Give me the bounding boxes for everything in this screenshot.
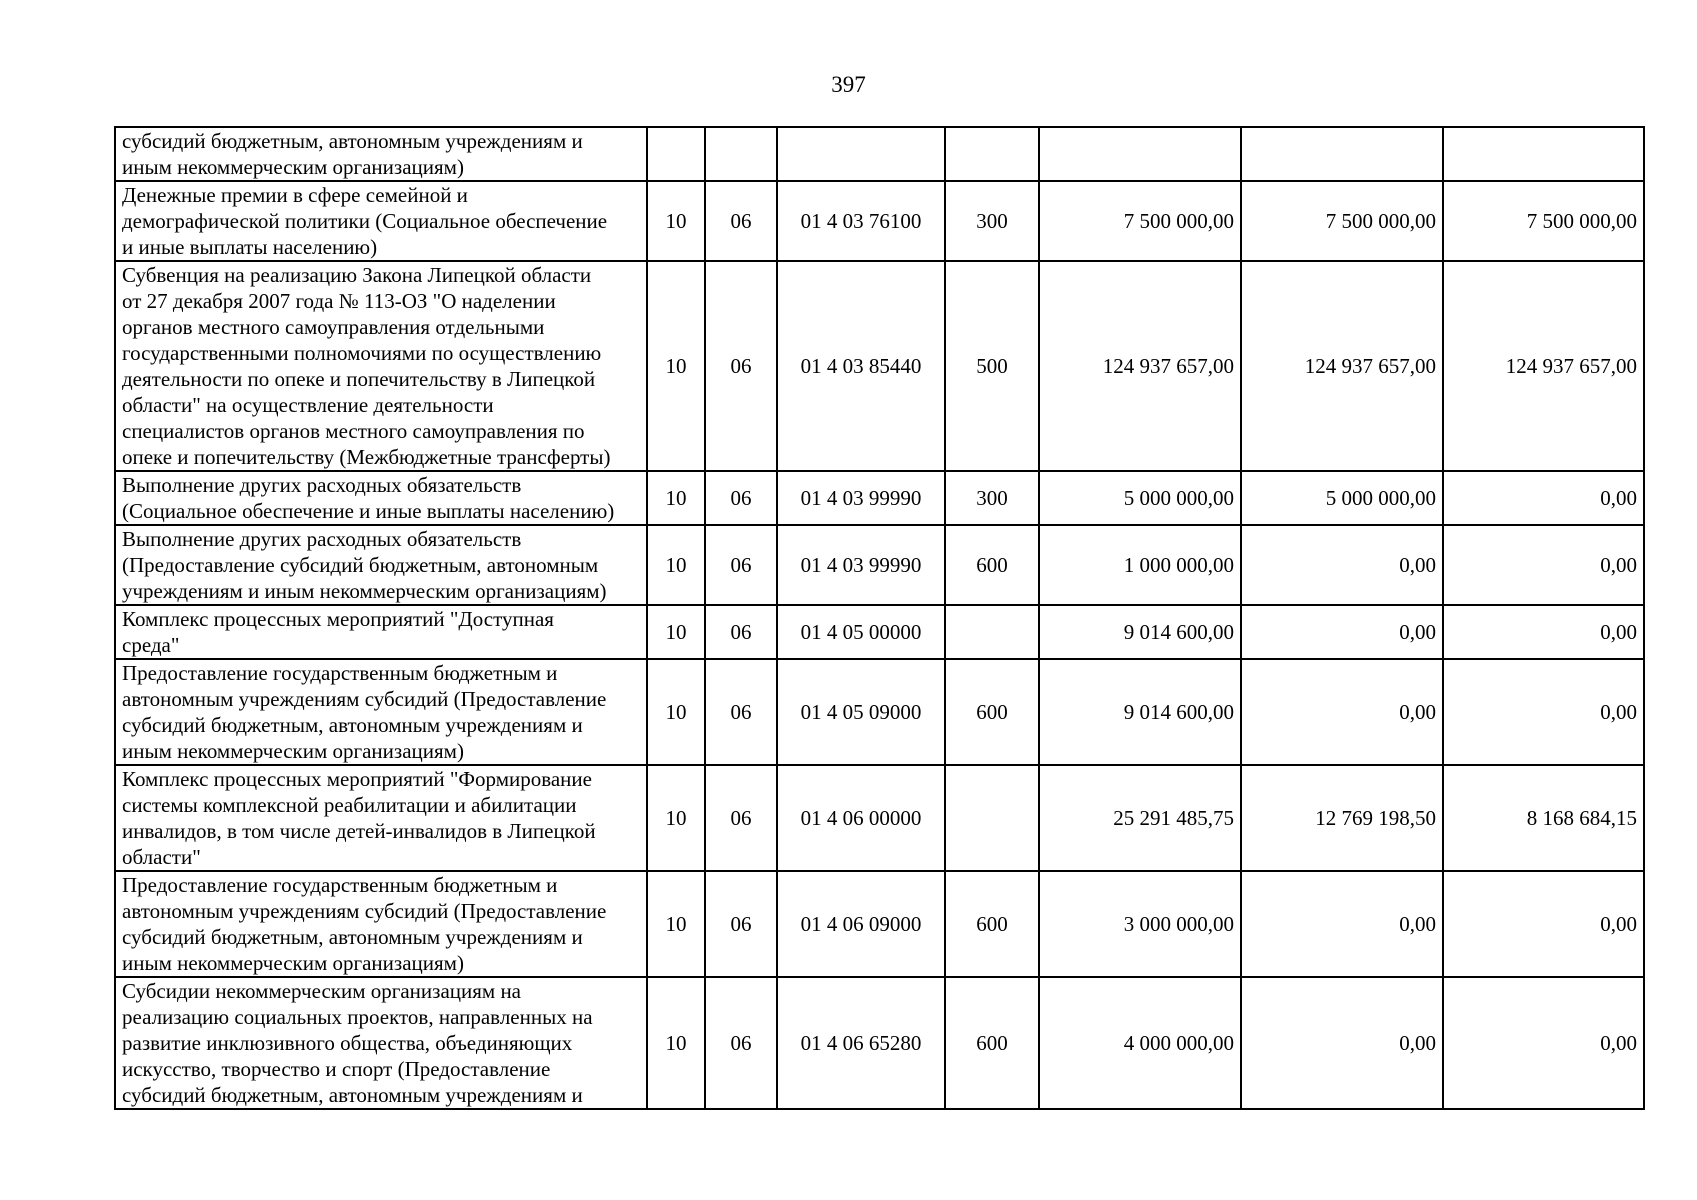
amount-year1-cell: 5 000 000,00 [1039, 471, 1241, 525]
expense-name-line: искусство, творчество и спорт (Предоставление [122, 1057, 551, 1081]
amount-year2-cell [1241, 127, 1443, 181]
target-article-cell: 01 4 06 00000 [777, 765, 945, 871]
table-row [115, 127, 1644, 181]
expense-name-line: иным некоммерческим организациям) [122, 155, 464, 179]
expense-type-cell: 600 [945, 525, 1039, 605]
target-article-cell: 01 4 05 09000 [777, 659, 945, 765]
expense-name-line: иным некоммерческим организациям) [122, 739, 464, 763]
expense-name-line: Предоставление государственным бюджетным и [122, 873, 558, 897]
section-code-cell [647, 127, 705, 181]
amount-year2-cell: 124 937 657,00 [1241, 261, 1443, 471]
expense-name-line: учреждениям и иным некоммерческим организациям) [122, 579, 607, 603]
section-code-cell: 10 [647, 471, 705, 525]
table-row [115, 765, 1644, 871]
amount-year1-cell: 9 014 600,00 [1039, 605, 1241, 659]
amount-year3-cell: 0,00 [1443, 659, 1644, 765]
amount-year2-cell: 0,00 [1241, 605, 1443, 659]
section-code-cell: 10 [647, 659, 705, 765]
expense-name-line: субсидий бюджетным, автономным учреждениям и [122, 925, 583, 949]
expense-name-line: от 27 декабря 2007 года № 113-ОЗ "О наделении [122, 289, 556, 313]
budget-table [114, 126, 1645, 1110]
expense-name-line: автономным учреждениям субсидий (Предоставление [122, 899, 607, 923]
expense-name-line: субсидий бюджетным, автономным учреждениям и [122, 129, 583, 153]
expense-type-cell: 600 [945, 659, 1039, 765]
section-code-cell: 10 [647, 977, 705, 1109]
amount-year3-cell [1443, 127, 1644, 181]
table-row [115, 871, 1644, 977]
amount-year1-cell: 124 937 657,00 [1039, 261, 1241, 471]
subsection-code-cell: 06 [705, 659, 777, 765]
expense-name-cell [115, 605, 647, 659]
amount-year2-cell: 0,00 [1241, 525, 1443, 605]
table-row [115, 605, 1644, 659]
table-row [115, 525, 1644, 605]
expense-name-line: специалистов органов местного самоуправления по [122, 419, 585, 443]
section-code-cell: 10 [647, 525, 705, 605]
amount-year2-cell: 5 000 000,00 [1241, 471, 1443, 525]
amount-year2-cell: 0,00 [1241, 977, 1443, 1109]
target-article-cell: 01 4 03 99990 [777, 471, 945, 525]
expense-name-line: иным некоммерческим организациям) [122, 951, 464, 975]
expense-name-cell [115, 659, 647, 765]
expense-name-line: (Социальное обеспечение и иные выплаты населению) [122, 499, 615, 523]
expense-name-line: опеке и попечительству (Межбюджетные трансферты) [122, 445, 611, 469]
expense-name-line: (Предоставление субсидий бюджетным, автономным [122, 553, 599, 577]
amount-year3-cell: 0,00 [1443, 977, 1644, 1109]
expense-name-line: Выполнение других расходных обязательств [122, 527, 522, 551]
expense-name-cell [115, 261, 647, 471]
amount-year1-cell [1039, 127, 1241, 181]
expense-name-cell [115, 765, 647, 871]
amount-year1-cell: 4 000 000,00 [1039, 977, 1241, 1109]
section-code-cell: 10 [647, 605, 705, 659]
amount-year3-cell: 0,00 [1443, 871, 1644, 977]
amount-year1-cell: 7 500 000,00 [1039, 181, 1241, 261]
amount-year1-cell: 1 000 000,00 [1039, 525, 1241, 605]
expense-name-line: деятельности по опеке и попечительству в Липецкой [122, 367, 596, 391]
subsection-code-cell: 06 [705, 871, 777, 977]
subsection-code-cell: 06 [705, 605, 777, 659]
target-article-cell: 01 4 03 99990 [777, 525, 945, 605]
amount-year2-cell: 12 769 198,50 [1241, 765, 1443, 871]
table-row [115, 471, 1644, 525]
target-article-cell: 01 4 03 76100 [777, 181, 945, 261]
expense-name-line: области" [122, 845, 201, 869]
target-article-cell: 01 4 03 85440 [777, 261, 945, 471]
amount-year1-cell: 9 014 600,00 [1039, 659, 1241, 765]
expense-type-cell [945, 765, 1039, 871]
expense-name-line: государственными полномочиями по осуществлению [122, 341, 602, 365]
amount-year1-cell: 25 291 485,75 [1039, 765, 1241, 871]
expense-name-line: Предоставление государственным бюджетным и [122, 661, 558, 685]
amount-year3-cell: 0,00 [1443, 605, 1644, 659]
expense-name-line: среда" [122, 633, 180, 657]
subsection-code-cell: 06 [705, 261, 777, 471]
amount-year3-cell: 0,00 [1443, 471, 1644, 525]
expense-name-cell [115, 977, 647, 1109]
table-body [115, 127, 1644, 1109]
expense-name-cell [115, 127, 647, 181]
amount-year2-cell: 7 500 000,00 [1241, 181, 1443, 261]
subsection-code-cell [705, 127, 777, 181]
amount-year3-cell: 8 168 684,15 [1443, 765, 1644, 871]
table-row [115, 659, 1644, 765]
expense-name-line: инвалидов, в том числе детей-инвалидов в Липецкой [122, 819, 596, 843]
expense-name-line: Комплекс процессных мероприятий "Доступная [122, 607, 554, 631]
expense-name-line: субсидий бюджетным, автономным учреждениям и [122, 713, 583, 737]
subsection-code-cell: 06 [705, 471, 777, 525]
expense-name-line: автономным учреждениям субсидий (Предоставление [122, 687, 607, 711]
expense-name-line: демографической политики (Социальное обеспечение [122, 209, 608, 233]
expense-type-cell: 300 [945, 471, 1039, 525]
expense-type-cell: 600 [945, 977, 1039, 1109]
subsection-code-cell: 06 [705, 525, 777, 605]
table-row [115, 181, 1644, 261]
expense-name-line: Субсидии некоммерческим организациям на [122, 979, 521, 1003]
section-code-cell: 10 [647, 181, 705, 261]
section-code-cell: 10 [647, 765, 705, 871]
expense-name-line: субсидий бюджетным, автономным учреждениям и [122, 1083, 583, 1107]
target-article-cell: 01 4 06 09000 [777, 871, 945, 977]
expense-type-cell: 600 [945, 871, 1039, 977]
page-number: 397 [831, 72, 866, 97]
expense-name-cell [115, 525, 647, 605]
expense-name-line: развитие инклюзивного общества, объединяющих [122, 1031, 573, 1055]
expense-name-line: Выполнение других расходных обязательств [122, 473, 522, 497]
section-code-cell: 10 [647, 871, 705, 977]
expense-name-cell [115, 871, 647, 977]
target-article-cell: 01 4 05 00000 [777, 605, 945, 659]
subsection-code-cell: 06 [705, 977, 777, 1109]
expense-type-cell: 500 [945, 261, 1039, 471]
subsection-code-cell: 06 [705, 765, 777, 871]
amount-year2-cell: 0,00 [1241, 659, 1443, 765]
expense-type-cell: 300 [945, 181, 1039, 261]
section-code-cell: 10 [647, 261, 705, 471]
amount-year1-cell: 3 000 000,00 [1039, 871, 1241, 977]
expense-name-line: и иные выплаты населению) [122, 235, 378, 259]
expense-name-line: Комплекс процессных мероприятий "Формирование [122, 767, 592, 791]
expense-name-line: Денежные премии в сфере семейной и [122, 183, 468, 207]
target-article-cell [777, 127, 945, 181]
expense-name-line: области" на осуществление деятельности [122, 393, 494, 417]
table-row [115, 977, 1644, 1109]
amount-year3-cell: 124 937 657,00 [1443, 261, 1644, 471]
expense-name-cell [115, 181, 647, 261]
expense-name-cell [115, 471, 647, 525]
table-row [115, 261, 1644, 471]
target-article-cell: 01 4 06 65280 [777, 977, 945, 1109]
expense-name-line: системы комплексной реабилитации и абилитации [122, 793, 577, 817]
expense-name-line: Субвенция на реализацию Закона Липецкой области [122, 263, 592, 287]
amount-year3-cell: 7 500 000,00 [1443, 181, 1644, 261]
amount-year3-cell: 0,00 [1443, 525, 1644, 605]
subsection-code-cell: 06 [705, 181, 777, 261]
expense-name-line: органов местного самоуправления отдельными [122, 315, 545, 339]
expense-name-line: реализацию социальных проектов, направленных на [122, 1005, 593, 1029]
amount-year2-cell: 0,00 [1241, 871, 1443, 977]
expense-type-cell [945, 605, 1039, 659]
expense-type-cell [945, 127, 1039, 181]
